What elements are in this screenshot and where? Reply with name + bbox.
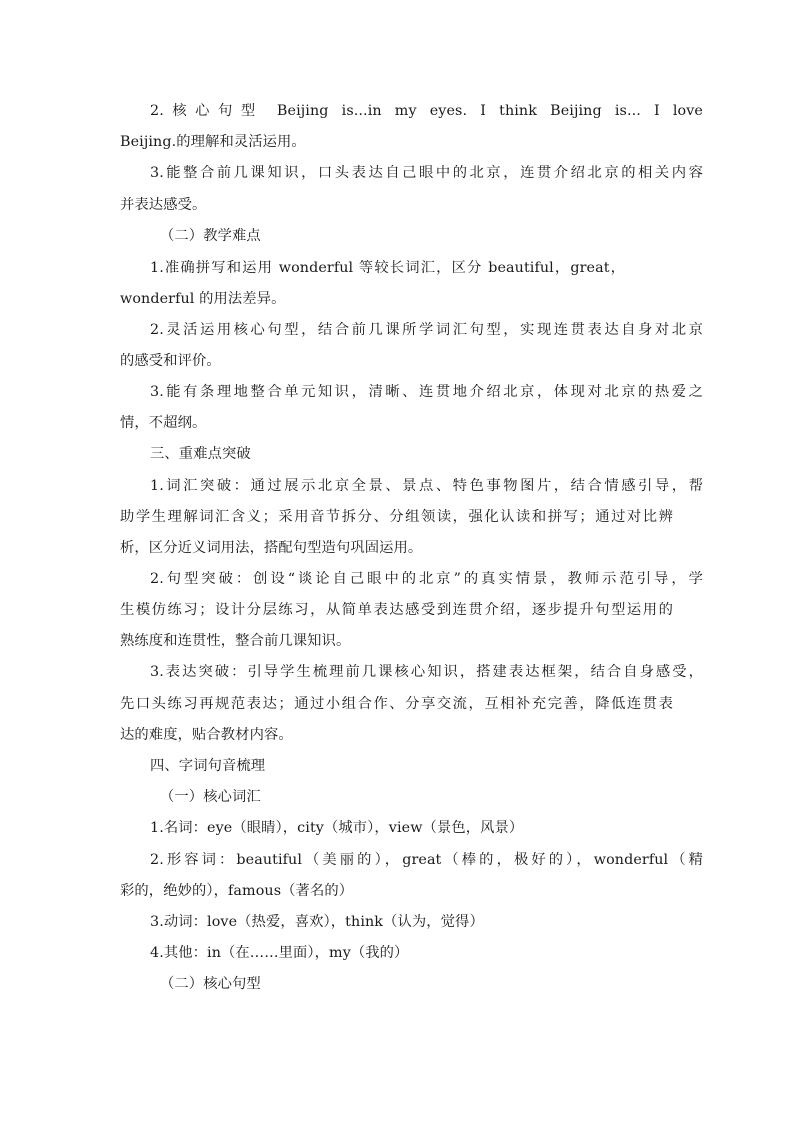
text-line: 3.动词：love（热爱，喜欢），think（认为，觉得） — [150, 914, 484, 930]
section-heading: （二）教学难点 — [160, 228, 261, 244]
text-line: 2.灵活运用核心句型，结合前几课所学词汇句型，实现连贯表达自身对北京 — [150, 322, 703, 338]
text-line: Beijing.的理解和灵活运用。 — [120, 134, 306, 150]
text-line: 3.能整合前几课知识，口头表达自己眼中的北京，连贯介绍北京的相关内容 — [150, 165, 703, 181]
text-line: 助学生理解词汇含义；采用音节拆分、分组领读，强化认读和拼写；通过对比辨 — [120, 509, 673, 525]
text-line: 析，区分近义词用法，搭配句型造句巩固运用。 — [120, 540, 423, 556]
section-heading: （一）核心词汇 — [160, 789, 261, 805]
text-line: 3.表达突破：引导学生梳理前几课核心知识，搭建表达框架，结合自身感受， — [150, 664, 703, 680]
text-line: 1.准确拼写和运用 wonderful 等较长词汇，区分 beautiful，great， — [150, 260, 625, 276]
text-line: 生模仿练习；设计分层练习，从简单表达感受到连贯介绍，逐步提升句型运用的 — [120, 602, 673, 618]
section-heading: 三、重难点突破 — [150, 446, 251, 462]
text-line: 1.名词：eye（眼睛），city（城市），view（景色，风景） — [150, 820, 524, 836]
text-line: 达的难度，贴合教材内容。 — [120, 727, 293, 743]
text-line: 彩的，绝妙的），famous（著名的） — [120, 883, 354, 899]
text-line: 的感受和评价。 — [120, 353, 221, 369]
text-line: 4.其他：in（在……里面），my（我的） — [150, 945, 409, 961]
text-line: 先口头练习再规范表达；通过小组合作、分享交流，互相补充完善，降低连贯表 — [120, 696, 673, 712]
section-heading: 四、字词句音梳理 — [150, 758, 266, 774]
text-line: wonderful 的用法差异。 — [120, 291, 286, 307]
text-line: 2.形容词：beautiful（美丽的），great（棒的，极好的），wonderful（精 — [150, 852, 703, 868]
text-line: 并表达感受。 — [120, 197, 207, 213]
text-line: 情，不超纲。 — [120, 415, 207, 431]
section-heading: （二）核心句型 — [160, 976, 261, 992]
text-line: 熟练度和连贯性，整合前几课知识。 — [120, 633, 351, 649]
text-line: 3.能有条理地整合单元知识，清晰、连贯地介绍北京，体现对北京的热爱之 — [150, 384, 703, 400]
text-line: 2.句型突破：创设“谈论自己眼中的北京”的真实情景，教师示范引导，学 — [150, 571, 703, 587]
text-line: 2.核心句型 Beijing is...in my eyes. I think Beijing is... I love — [150, 103, 703, 119]
text-line: 1.词汇突破：通过展示北京全景、景点、特色事物图片，结合情感引导，帮 — [150, 478, 703, 494]
